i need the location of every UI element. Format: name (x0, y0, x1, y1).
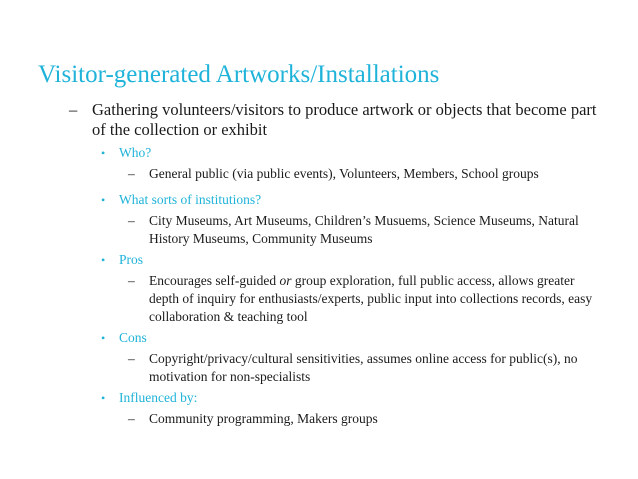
bullet-detail-text-b: group exploration, full public access, allows greater depth of inquiry for enthusiasts/experts, public input into collections records, easy collaboration & teaching tool (149, 273, 593, 324)
dash-marker: – (128, 351, 135, 366)
intro-point (69, 100, 609, 140)
bullet-detail-text-a: Encourages self-guided (149, 273, 280, 288)
bullet-detail-text: General public (via public events), Volunteers, Members, School groups (149, 166, 539, 181)
intro-text: Gathering volunteers/visitors to produce artwork or objects that become part of the collection or exhibit (92, 100, 597, 139)
dash-marker: – (69, 100, 78, 119)
bullet-heading (101, 328, 601, 348)
bullet-heading-text: What sorts of institutions? (119, 192, 262, 207)
bullet-detail (101, 165, 601, 183)
bullet-heading-text: Who? (119, 145, 152, 160)
bullet-detail (101, 272, 601, 326)
dash-marker: – (128, 213, 135, 228)
bullet-icon: • (101, 391, 106, 405)
bullet-detail-emphasis: or (279, 273, 292, 288)
bullet-heading-text: Cons (119, 330, 147, 345)
bullet-heading (101, 388, 601, 408)
bullet-detail-text: Copyright/privacy/cultural sensitivities, assumes online access for public(s), no motivation for non-specialists (149, 351, 578, 384)
slide-title: Visitor-generated Artworks/Installations (38, 61, 440, 88)
bullet-heading (101, 190, 601, 210)
dash-marker: – (128, 166, 135, 181)
bullet-heading-text: Influenced by: (119, 390, 198, 405)
bullet-list (101, 143, 601, 430)
bullet-item-institutions (101, 190, 601, 248)
bullet-icon: • (101, 331, 106, 345)
bullet-icon: • (101, 253, 106, 267)
bullet-heading-text: Pros (119, 252, 144, 267)
bullet-item-who (101, 143, 601, 188)
bullet-detail-text: City Museums, Art Museums, Children’s Musuems, Science Museums, Natural History Museums, Community Museums (149, 213, 579, 246)
bullet-detail-text: Community programming, Makers groups (149, 411, 378, 426)
bullet-heading (101, 250, 601, 270)
bullet-detail (101, 410, 601, 428)
bullet-detail (101, 350, 601, 386)
dash-marker: – (128, 273, 135, 288)
bullet-item-cons (101, 328, 601, 386)
bullet-heading (101, 143, 601, 163)
bullet-icon: • (101, 146, 106, 160)
bullet-icon: • (101, 193, 106, 207)
bullet-item-influenced-by (101, 388, 601, 428)
bullet-detail (101, 212, 601, 248)
bullet-item-pros (101, 250, 601, 326)
dash-marker: – (128, 411, 135, 426)
